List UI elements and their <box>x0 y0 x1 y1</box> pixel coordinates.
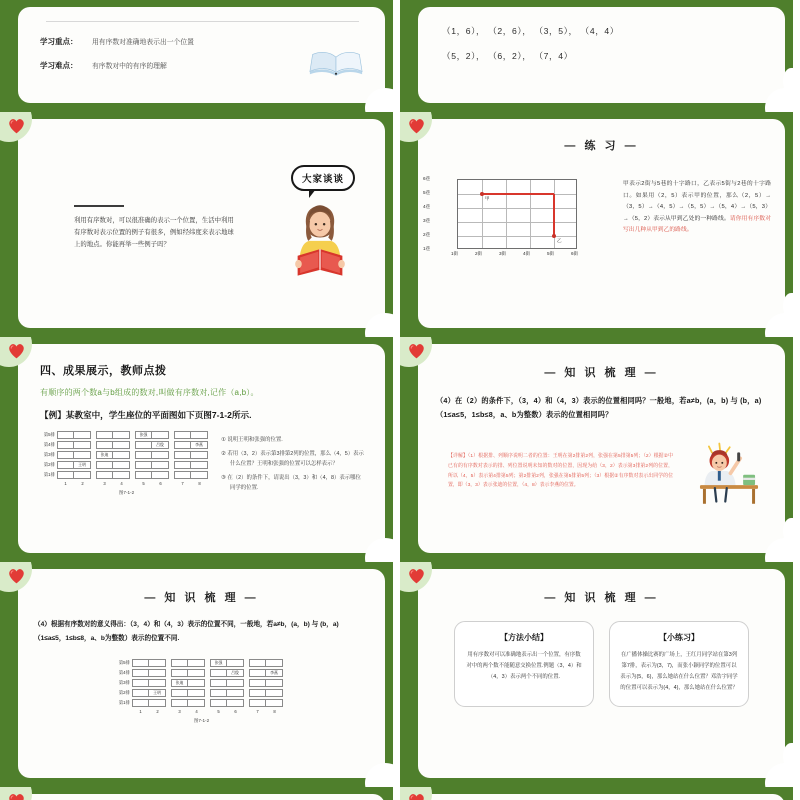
seat-row <box>115 679 288 687</box>
seat-empty <box>249 689 266 697</box>
seat-empty <box>57 451 74 459</box>
y-axis-tick: 2巷 <box>423 232 431 237</box>
slide-8-title: — 知 识 梳 理 — <box>544 592 659 604</box>
seat-row-label: 第1排 <box>118 700 130 706</box>
pair-line-2: （5，2）， （6，2）， （7，4） <box>442 51 573 61</box>
seat-empty <box>57 431 74 439</box>
seat-empty <box>249 699 266 707</box>
seat-empty <box>188 679 205 687</box>
objective-value: 用有序数对准确地表示出一个位置 <box>92 39 194 46</box>
seat-row-label: 第4排 <box>43 442 55 447</box>
column-number: 1 <box>139 709 142 715</box>
seat-empty <box>113 451 130 459</box>
desk-group <box>174 451 208 459</box>
accent-dash <box>74 205 124 207</box>
desk-group <box>132 689 166 697</box>
question-item: ① 说明王明和张强的位置. <box>221 437 283 443</box>
column-number: 5 <box>142 481 145 486</box>
data-point-label: 乙 <box>557 238 562 243</box>
discussion-paragraph: 利用有序数对，可以很准确的表示一个位置，生活中利用有序数对表示位置的例子有很多，例如经纬度来表示地球上的地点。你能再举一些例子吗？ <box>74 217 234 248</box>
seat-empty <box>191 461 208 469</box>
slide-1-body <box>18 7 385 103</box>
desk-group <box>135 451 169 459</box>
heart-icon <box>7 116 26 135</box>
x-axis-tick: 4街 <box>523 251 531 256</box>
desk-group <box>249 669 283 677</box>
conclusion-text: （4）根据有序数对的意义得出：（3，4）和（4，3）表示的位置不同，一般地，若a≠b，(a，b) 与 (b，a)（1≤a≤5，1≤b≤8，a、b为整数）表示的位置不同. <box>34 621 339 642</box>
slide-thumbnail-8[interactable] <box>400 562 793 787</box>
slide-thumbnail-5[interactable] <box>0 337 393 562</box>
slide-5-heading: 四、成果展示，教师点拨 <box>40 365 167 377</box>
desk-group <box>210 669 244 677</box>
slide-6-title: — 知 识 梳 理 — <box>544 367 659 379</box>
boy-at-desk-icon <box>697 442 761 506</box>
desk-group <box>249 689 283 697</box>
leaf-decoration-small <box>783 68 793 94</box>
seat-named: 吕俊 <box>227 669 244 677</box>
seating-chart <box>115 659 288 724</box>
seat-empty <box>227 689 244 697</box>
slide-thumbnail-2[interactable] <box>400 0 793 112</box>
y-axis-tick: 4巷 <box>423 204 431 209</box>
review-question: （4）在（2）的条件下，（3，4）和（4，3）表示的位置相同吗？一般地，若a≠b，(a，b) 与 (b，a)（1≤a≤5，1≤b≤8，a、b为整数）表示的位置相同吗？ <box>436 396 762 420</box>
slide-7-title: — 知 识 梳 理 — <box>144 592 259 604</box>
objective-value: 有序数对中的有序的理解 <box>92 63 167 70</box>
seat-empty <box>132 679 149 687</box>
leaf-decoration-small <box>783 293 793 319</box>
seat-row <box>115 659 288 667</box>
desk-group <box>96 431 130 439</box>
desk-group <box>171 659 205 667</box>
desk-group <box>171 689 205 697</box>
x-axis-tick: 3街 <box>499 251 507 256</box>
seat-empty <box>171 689 188 697</box>
practice-text-block <box>623 179 771 237</box>
seat-named: 王明 <box>149 689 166 697</box>
seat-row-label: 第5排 <box>43 432 55 437</box>
desk-group <box>96 451 130 459</box>
slide-2-canvas <box>418 7 785 103</box>
data-point-甲 <box>480 192 484 196</box>
slide-6-body <box>418 344 785 553</box>
seat-named: 张强 <box>135 431 152 439</box>
column-number: 4 <box>195 709 198 715</box>
girl-reading-icon <box>291 201 349 279</box>
seat-empty <box>74 441 91 449</box>
seat-empty <box>152 431 169 439</box>
card-body: 在广播体操比赛的广场上，王红月同学站在第3列第7排，表示为(3，7)，而张小颖同学的位置可以表示为(5，6)，那么她站在什么位置？邓浩宇同学的位置可以表示为(4，4)，那么她站在什么位置？ <box>620 652 738 692</box>
seat-empty <box>57 471 74 479</box>
desk-group <box>132 679 166 687</box>
seat-empty <box>174 471 191 479</box>
seat-empty <box>171 659 188 667</box>
seat-empty <box>210 679 227 687</box>
seat-empty <box>266 689 283 697</box>
street-lane-chart <box>423 176 579 260</box>
practice-text-red: 请你用有序数对写出几种从甲到乙的路线。 <box>623 215 771 234</box>
seat-empty <box>132 659 149 667</box>
seat-row <box>40 461 213 469</box>
desk-group <box>249 679 283 687</box>
seat-empty <box>210 689 227 697</box>
seat-empty <box>227 679 244 687</box>
slide-6-canvas <box>418 344 785 553</box>
column-number: 1 <box>64 481 67 486</box>
column-number: 3 <box>178 709 181 715</box>
open-book-icon <box>309 49 363 77</box>
desk-group <box>135 471 169 479</box>
column-number: 6 <box>234 709 237 715</box>
grid-line-horizontal <box>458 222 576 223</box>
heart-icon <box>407 791 426 800</box>
objective-key: 学习难点： <box>40 61 78 70</box>
column-number: 8 <box>198 481 201 486</box>
desk-group <box>57 451 91 459</box>
desk-group <box>174 441 208 449</box>
desk-group <box>57 431 91 439</box>
slide-3-canvas <box>18 119 385 328</box>
review-answer: 【详解】（1）根据排、列顺序说明二者的位置：王明在第2排第2列，张强在第5排第5列；（2）根据②中已有的有序数对表示的排、列位置说明未知的数对的位置，因现为给（3，2）表示第3排第2列的位置，所以（4，5）表示第4排第5列；第2排第2列，张强在第5排第5列；（3）根据②有序数对表示出同学的位置，即（3，3）表示张迪的位置，（4，8）表示李燕的位置。 <box>448 454 673 489</box>
desk-group <box>96 441 130 449</box>
seat-empty <box>266 699 283 707</box>
desk-group <box>210 689 244 697</box>
pair-line-1: （1，6）， （2，6）， （3，5）， （4，4） <box>442 26 620 36</box>
seat-empty <box>188 699 205 707</box>
desk-group <box>249 659 283 667</box>
seat-empty <box>135 441 152 449</box>
seat-empty <box>227 699 244 707</box>
slide-5-canvas <box>18 344 385 553</box>
seat-empty <box>135 461 152 469</box>
seat-named: 张强 <box>210 659 227 667</box>
seat-empty <box>188 669 205 677</box>
column-number: 7 <box>256 709 259 715</box>
x-axis-tick: 5街 <box>547 251 555 256</box>
objective-row-focus <box>40 36 365 47</box>
question-item: ③ 在（2）的条件下，请说出（3，3）和（4，8）表示哪位同学的位置. <box>221 474 361 492</box>
seat-empty <box>152 461 169 469</box>
desk-group <box>174 471 208 479</box>
seat-row <box>115 669 288 677</box>
desk-group <box>174 431 208 439</box>
seat-empty <box>96 461 113 469</box>
grid-line-horizontal <box>458 236 576 237</box>
seat-empty <box>135 451 152 459</box>
seat-empty <box>191 431 208 439</box>
heart-icon <box>7 791 26 800</box>
grid-line-vertical <box>482 180 483 248</box>
seat-empty <box>113 461 130 469</box>
slide-thumbnail-6[interactable] <box>400 337 793 562</box>
coordinate-grid <box>423 176 579 260</box>
seat-named: 张迪 <box>96 451 113 459</box>
seat-named: 张迪 <box>171 679 188 687</box>
seat-empty <box>132 689 149 697</box>
seat-empty <box>113 471 130 479</box>
figure-caption: 图7-1-2 <box>118 490 135 495</box>
slide-3-body <box>18 119 385 328</box>
seat-row <box>40 451 213 459</box>
seat-empty <box>132 669 149 677</box>
divider <box>46 21 359 22</box>
seat-empty <box>174 461 191 469</box>
column-number: 3 <box>103 481 106 486</box>
seat-empty <box>149 669 166 677</box>
x-axis-tick: 1街 <box>451 251 459 256</box>
seat-empty <box>152 451 169 459</box>
slide-thumbnail-10[interactable] <box>400 787 793 800</box>
route-segment <box>482 193 554 195</box>
slide-thumbnail-3[interactable] <box>0 112 393 337</box>
seat-row <box>115 689 288 697</box>
slide-9-canvas <box>18 794 385 800</box>
seat-empty <box>96 471 113 479</box>
desk-group <box>171 669 205 677</box>
column-number: 2 <box>81 481 84 486</box>
desk-group <box>57 471 91 479</box>
route-segment <box>553 194 555 236</box>
seat-empty <box>227 659 244 667</box>
card-title: 【小练习】 <box>659 633 699 642</box>
slide-thumbnail-7[interactable] <box>0 562 393 787</box>
column-number: 8 <box>273 709 276 715</box>
figure-caption: 图7-1-2 <box>193 718 210 724</box>
question-item: ② 若用（3，2）表示第3排第2列的位置，那么（4，5）表示什么位置？王明和张强的位置可以怎样表示？ <box>221 450 364 468</box>
example-intro: 【例】某教室中，学生座位的平面图如下页图7-1-2所示. <box>40 410 252 420</box>
desk-group <box>135 431 169 439</box>
desk-group <box>96 461 130 469</box>
heart-icon <box>407 341 426 360</box>
desk-group <box>57 441 91 449</box>
column-number: 2 <box>156 709 159 715</box>
discussion-text-block <box>74 205 234 251</box>
card-title: 【方法小结】 <box>500 633 548 642</box>
data-point-乙 <box>552 234 556 238</box>
seat-row-label: 第5排 <box>118 660 130 666</box>
seat-empty <box>74 451 91 459</box>
seat-empty <box>266 679 283 687</box>
seat-empty <box>171 699 188 707</box>
column-number: 4 <box>120 481 123 486</box>
seat-empty <box>149 699 166 707</box>
slide-thumbnail-1[interactable] <box>0 0 393 112</box>
desk-group <box>132 659 166 667</box>
heart-icon <box>407 566 426 585</box>
slide-8-canvas <box>418 569 785 778</box>
seat-empty <box>191 451 208 459</box>
seat-named: 李燕 <box>266 669 283 677</box>
slide-7-canvas <box>18 569 385 778</box>
leaf-decoration-small <box>783 518 793 544</box>
slide-2-body <box>418 7 785 93</box>
objective-key: 学习重点： <box>40 37 78 46</box>
definition-text: 有顺序的两个数a与b组成的数对,叫做有序数对,记作（a,b）。 <box>40 388 259 397</box>
seat-empty <box>57 461 74 469</box>
slide-10-canvas <box>418 794 785 800</box>
question-list <box>221 435 365 497</box>
slide-thumbnail-9[interactable] <box>0 787 393 800</box>
seating-chart <box>40 431 213 497</box>
desk-group <box>210 659 244 667</box>
desk-group <box>249 699 283 707</box>
desk-group <box>96 471 130 479</box>
column-number: 5 <box>217 709 220 715</box>
desk-group <box>210 679 244 687</box>
seat-empty <box>188 689 205 697</box>
practice-text: 甲表示2街与5巷的十字路口，乙表示5街与2巷的十字路口。如果用（2，5）表示甲的位置，那么（2，5）→（3，5）→（4，5）→（5，5）→（5，4）→（5，3）→（5，2）表示从甲到乙处的一种路线。请你用有序数对写出几种从甲到乙的路线。 <box>623 181 771 234</box>
summary-cards <box>436 621 767 707</box>
column-numbers <box>132 709 288 714</box>
seat-empty <box>132 699 149 707</box>
seat-empty <box>249 679 266 687</box>
seat-named: 吕俊 <box>152 441 169 449</box>
method-summary-card <box>454 621 594 707</box>
seat-row-label: 第3排 <box>43 452 55 457</box>
desk-group <box>174 461 208 469</box>
desk-group <box>132 669 166 677</box>
y-axis-tick: 3巷 <box>423 218 431 223</box>
seat-row-label: 第2排 <box>43 462 55 467</box>
desk-group <box>171 679 205 687</box>
desk-group <box>135 461 169 469</box>
seat-row-label: 第2排 <box>118 690 130 696</box>
seat-empty <box>149 679 166 687</box>
grid-line-horizontal <box>458 208 576 209</box>
seat-empty <box>152 471 169 479</box>
speech-bubble: 大家谈谈 <box>291 165 355 191</box>
mini-practice-card <box>609 621 749 707</box>
slide-thumbnail-4[interactable] <box>400 112 793 337</box>
seat-empty <box>113 431 130 439</box>
heart-icon <box>7 341 26 360</box>
seat-empty <box>113 441 130 449</box>
desk-group <box>57 461 91 469</box>
heart-icon <box>407 116 426 135</box>
seat-empty <box>210 669 227 677</box>
x-axis-tick: 6街 <box>571 251 579 256</box>
slide-5-body <box>18 344 385 553</box>
seat-row <box>40 441 213 449</box>
seat-empty <box>135 471 152 479</box>
seat-empty <box>249 659 266 667</box>
seat-empty <box>57 441 74 449</box>
seat-empty <box>210 699 227 707</box>
seat-named: 王明 <box>74 461 91 469</box>
slide-4-title: — 练 习 — <box>564 140 639 152</box>
grid-line-vertical <box>506 180 507 248</box>
seat-empty <box>174 451 191 459</box>
y-axis-tick: 5巷 <box>423 190 431 195</box>
slide-1-canvas <box>18 7 385 103</box>
seat-row <box>40 431 213 439</box>
y-axis-tick: 6巷 <box>423 176 431 181</box>
seat-row-label: 第1排 <box>43 472 55 477</box>
seat-empty <box>174 441 191 449</box>
seat-empty <box>96 441 113 449</box>
x-axis-tick: 2街 <box>475 251 483 256</box>
seat-empty <box>191 471 208 479</box>
leaf-decoration-small <box>783 743 793 769</box>
seat-named: 李燕 <box>191 441 208 449</box>
slide-4-body <box>418 119 785 328</box>
seat-empty <box>174 431 191 439</box>
heart-icon <box>7 566 26 585</box>
seat-empty <box>74 431 91 439</box>
seat-empty <box>188 659 205 667</box>
y-axis-tick: 1巷 <box>423 246 431 251</box>
seat-row-label: 第4排 <box>118 670 130 676</box>
chart-plot-area <box>457 179 577 249</box>
column-numbers <box>57 481 213 486</box>
seat-empty <box>96 431 113 439</box>
seat-row-label: 第3排 <box>118 680 130 686</box>
column-number: 7 <box>181 481 184 486</box>
seat-empty <box>266 659 283 667</box>
desk-group <box>135 441 169 449</box>
column-number: 6 <box>159 481 162 486</box>
seat-empty <box>171 669 188 677</box>
desk-group <box>132 699 166 707</box>
data-point-label: 甲 <box>485 196 490 201</box>
grid-line-vertical <box>530 180 531 248</box>
desk-group <box>171 699 205 707</box>
seat-row <box>115 699 288 707</box>
seat-empty <box>149 659 166 667</box>
example-content <box>40 431 365 497</box>
seat-empty <box>74 471 91 479</box>
desk-group <box>210 699 244 707</box>
seat-empty <box>249 669 266 677</box>
slide-8-body <box>418 569 785 778</box>
slide-4-canvas <box>418 119 785 328</box>
slide-7-body <box>18 569 385 778</box>
seat-row <box>40 471 213 479</box>
card-body: 用有序数对可以准确地表示出一个位置，有序数对中的两个数不能随意交换位置.例题（3，4）和（4，3）表示两个不同的位置. <box>466 652 582 681</box>
